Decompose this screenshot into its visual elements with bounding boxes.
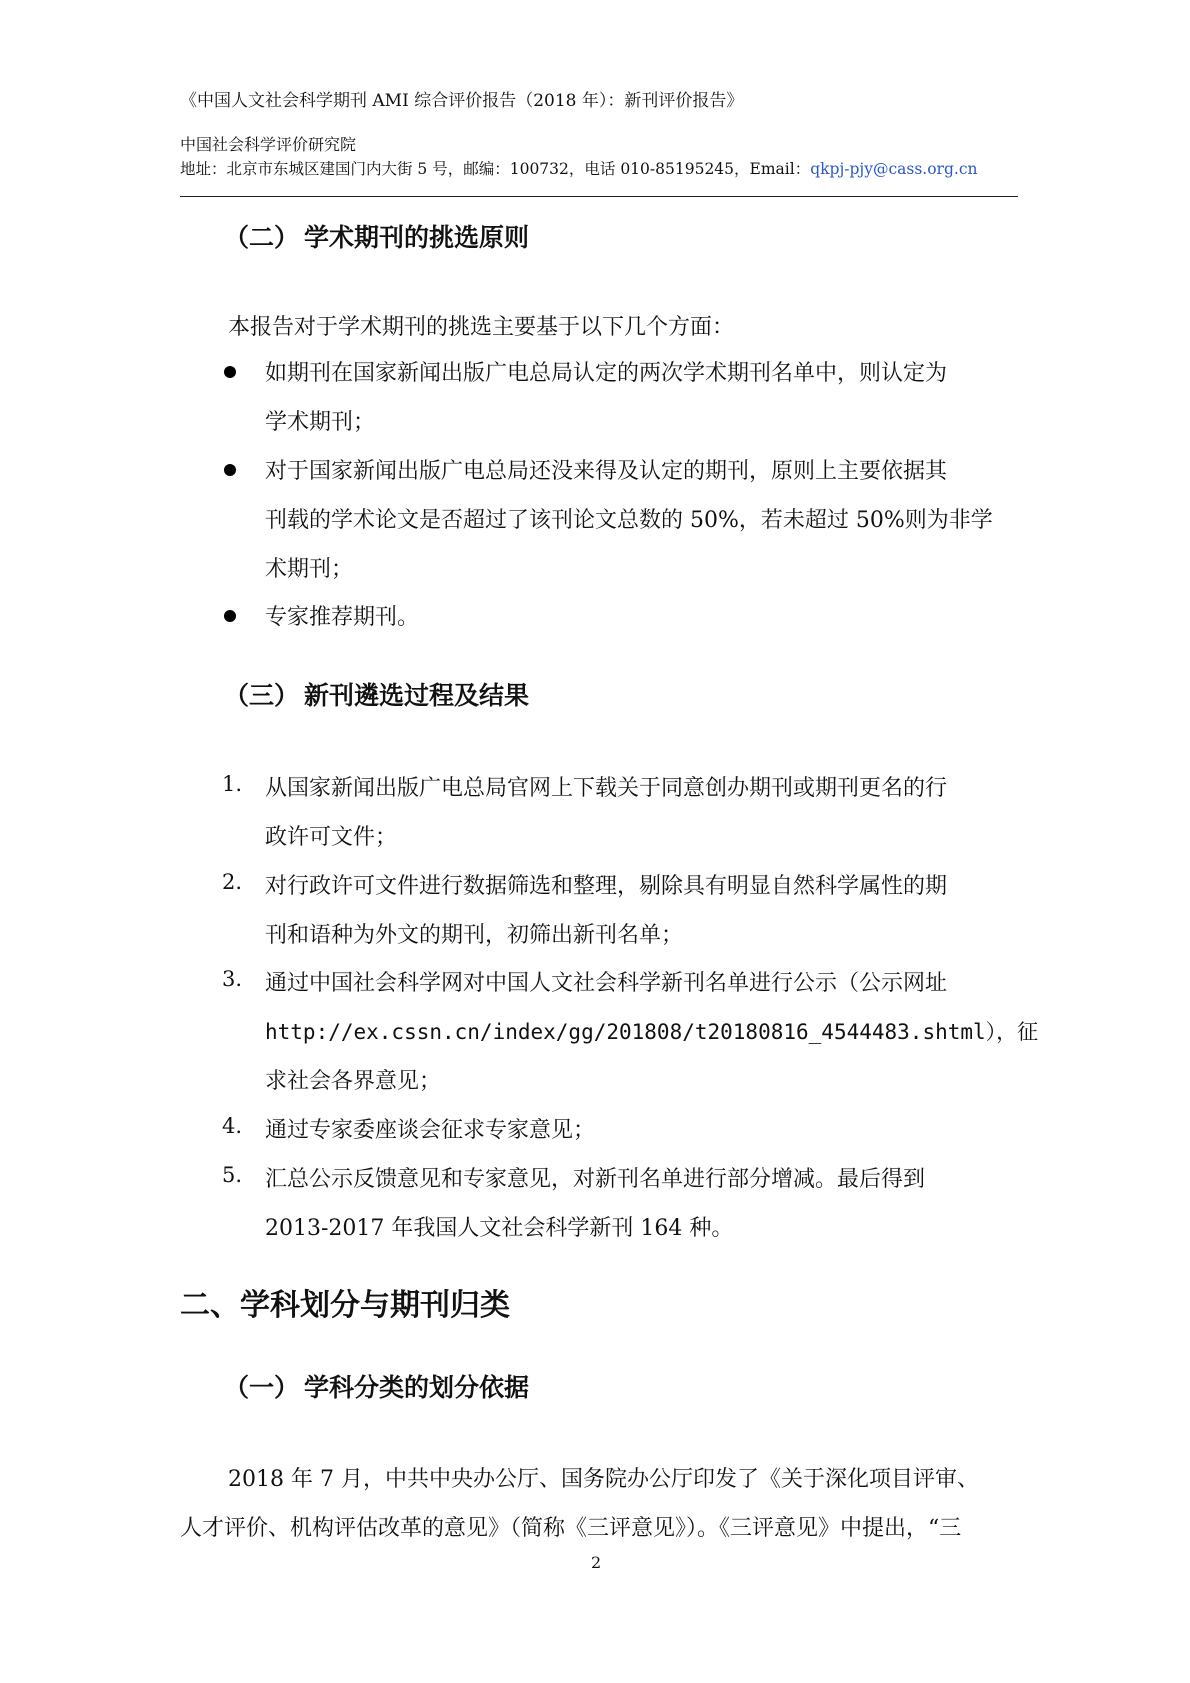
bullet-dot [224, 464, 236, 476]
contact-address [180, 157, 977, 179]
bullet-line: 术期刊； [265, 557, 354, 582]
organization-name: 中国社会科学评价研究院 [180, 135, 357, 154]
list-item-line: 对行政许可文件进行数据筛选和整理，剔除具有明显自然科学属性的期 [265, 874, 948, 899]
list-item-number: 3. [222, 967, 243, 991]
bullet-line: 对于国家新闻出版广电总局还没来得及认定的期刊，原则上主要依据其 [265, 459, 948, 484]
bullet-dot [224, 610, 236, 622]
announcement-url-line: http://ex.cssn.cn/index/gg/201808/t20180816_4544483.shtml），征 [265, 1020, 1039, 1044]
list-item-number: 1. [222, 772, 243, 796]
report-title-header: 《中国人文社会科学期刊 AMI 综合评价报告（2018 年）：新刊评价报告》 [180, 91, 744, 111]
section-heading-selection-principles [224, 218, 529, 254]
bullet-line: 专家推荐期刊。 [265, 605, 420, 630]
list-item-line: 通过专家委座谈会征求专家意见； [265, 1118, 596, 1143]
header-divider [180, 196, 1018, 197]
list-item-line: 政许可文件； [265, 825, 398, 850]
email-link[interactable]: qkpj-pjy@cass.org.cn [810, 160, 978, 178]
bullet-dot [224, 366, 236, 378]
body-paragraph-line: 人才评价、机构评估改革的意见》（简称《三评意见》）。《三评意见》中提出，“三 [180, 1516, 962, 1541]
page-number: 2 [591, 1553, 602, 1572]
list-item-line: 汇总公示反馈意见和专家意见，对新刊名单进行部分增减。最后得到 [265, 1167, 926, 1192]
section-title: 新刊遴选过程及结果 [304, 681, 530, 710]
body-paragraph-line: 2018 年 7 月，中共中央办公厅、国务院办公厅印发了《关于深化项目评审、 [228, 1467, 979, 1492]
list-item-line: 求社会各界意见； [265, 1069, 442, 1094]
intro-paragraph: 本报告对于学术期刊的挑选主要基于以下几个方面： [228, 315, 735, 340]
section-title: 学术期刊的挑选原则 [304, 223, 530, 252]
list-item-number: 4. [222, 1114, 243, 1138]
section-number: （三） [224, 681, 300, 710]
bullet-line: 学术期刊； [265, 410, 376, 435]
list-item-number: 2. [222, 870, 243, 894]
bullet-line: 刊载的学术论文是否超过了该刊论文总数的 50%，若未超过 50%则为非学 [265, 508, 993, 533]
section-heading-new-journal-selection [224, 676, 529, 712]
list-item-number: 5. [222, 1163, 243, 1187]
list-item-line: 从国家新闻出版广电总局官网上下载关于同意创办期刊或期刊更名的行 [265, 776, 948, 801]
section-heading-classification-basis [224, 1368, 529, 1404]
section-title: 学科分类的划分依据 [304, 1373, 530, 1402]
section-number: （一） [224, 1373, 300, 1402]
chapter-heading: 二、学科划分与期刊归类 [180, 1288, 510, 1323]
bullet-line: 如期刊在国家新闻出版广电总局认定的两次学术期刊名单中，则认定为 [265, 361, 948, 386]
address-text: 地址：北京市东城区建国门内大街 5 号，邮编：100732，电话 010-85195245，Email： [180, 160, 811, 178]
list-item-line: 通过中国社会科学网对中国人文社会科学新刊名单进行公示（公示网址 [265, 971, 948, 996]
section-number: （二） [224, 223, 300, 252]
list-item-line: 2013-2017 年我国人文社会科学新刊 164 种。 [265, 1216, 734, 1241]
list-item-line: 刊和语种为外文的期刊，初筛出新刊名单； [265, 923, 684, 948]
